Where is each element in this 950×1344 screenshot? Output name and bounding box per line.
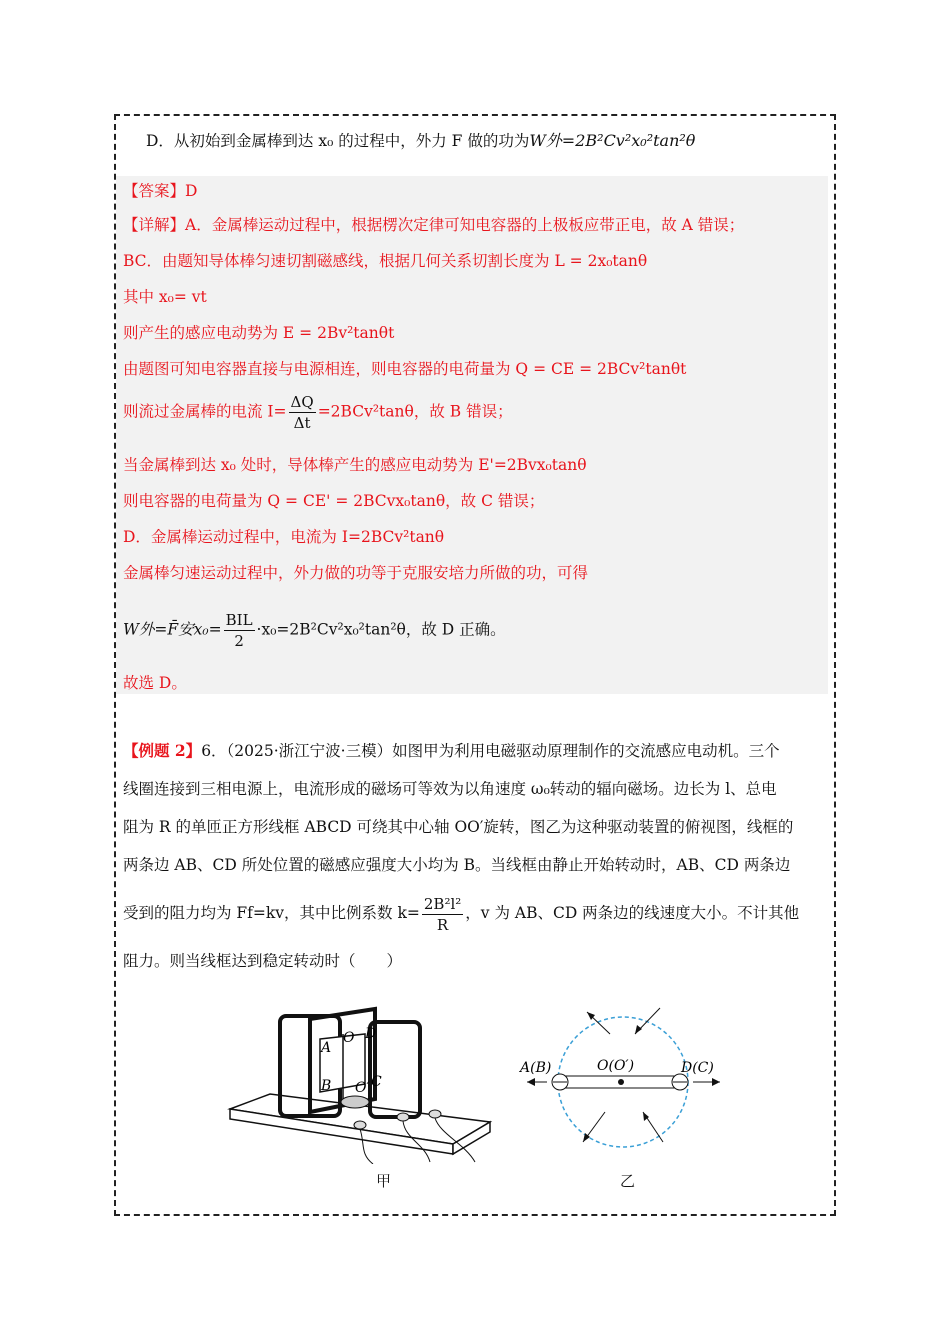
label-o: O bbox=[343, 1030, 355, 1046]
option-d: D．从初始到金属棒到达 x₀ 的过程中，外力 F 做的功为W外=2B²Cv²x₀²tan²θ bbox=[146, 131, 696, 150]
detail-line-8: D．金属棒运动过程中，电流为 I=2BCv²tanθ bbox=[123, 528, 445, 546]
answer-label: 【答案】D bbox=[123, 182, 198, 200]
label-a-b: A(B) bbox=[520, 1060, 552, 1076]
detail-line-6: 当金属棒到达 x₀ 处时，导体棒产生的感应电动势为 E'=2Bvx₀tanθ bbox=[123, 456, 587, 474]
caption-yi: 乙 bbox=[620, 1172, 636, 1190]
label-c: C bbox=[371, 1074, 382, 1090]
detail-line-1: 【详解】A．金属棒运动过程中，根据楞次定律可知电容器的上极板应带正电，故 A 错误； bbox=[123, 216, 745, 234]
label-b: B bbox=[321, 1078, 332, 1094]
example-paragraph: 【例题 2】6．（2025·浙江宁波·三模）如图甲为利用电磁驱动原理制作的交流感应电动机。三个 线圈连接到三相电源上，电流形成的磁场可等效为以角速度 ω₀转动的辐向磁场。边长为 l、总电 阻为 R 的单匝正方形线框 ABCD 可绕其中心轴 OO′旋转，图乙为这种驱动装置的俯视图，线框的 两条边 AB、CD 所处位置的磁感应强度大小均为 B。当线框由静止开始转动时，AB、CD 两条边 受到的阻力均为 Ff=kv，其中比例系数 k= $\frac{\text{2B²l²}}{R}$ ，v 为 AB、CD 两条边的线速度大小。不计其他 阻力。则当线框达到稳定转动时（ ） bbox=[123, 741, 800, 970]
detail-line-4: 则产生的感应电动势为 E = 2Bv²tanθt bbox=[123, 324, 395, 342]
figure-jia bbox=[225, 1004, 495, 1164]
detail-line-9: 金属棒匀速运动过程中，外力做的功等于克服安培力所做的功，可得 bbox=[123, 564, 589, 582]
detail-line-work: W外=F̄安x₀= $\frac{\text{BIL}}{2}$ ·x₀=2B²Cv²x₀²tan²θ，故 D 正确。 bbox=[123, 611, 506, 650]
final-answer: 故选 D。 bbox=[123, 674, 187, 692]
label-o-o-prime: O(O′) bbox=[597, 1058, 635, 1074]
detail-line-3: 其中 x₀= vt bbox=[123, 288, 207, 306]
detail-line-2: BC．由题知导体棒匀速切割磁感线，根据几何关系切割长度为 L = 2x₀tanθ bbox=[123, 252, 648, 270]
caption-jia: 甲 bbox=[376, 1172, 392, 1190]
label-d-c: D(C) bbox=[681, 1060, 714, 1076]
figure-yi bbox=[515, 1004, 730, 1164]
detail-line-5: 由题图可知电容器直接与电源相连，则电容器的电荷量为 Q = CE = 2BCv²tanθt bbox=[123, 360, 687, 378]
example-tag: 【例题 2】 bbox=[123, 741, 202, 760]
label-o-prime: O′ bbox=[355, 1080, 370, 1096]
label-d: D bbox=[365, 1026, 377, 1042]
detail-line-7: 则电容器的电荷量为 Q = CE' = 2BCvx₀tanθ，故 C 错误； bbox=[123, 492, 545, 510]
detail-line-current: 则流过金属棒的电流 I= $\frac{\Delta Q}{\Delta t}$ =2BCv²tanθ，故 B 错误； bbox=[123, 393, 513, 432]
label-a: A bbox=[321, 1040, 332, 1056]
